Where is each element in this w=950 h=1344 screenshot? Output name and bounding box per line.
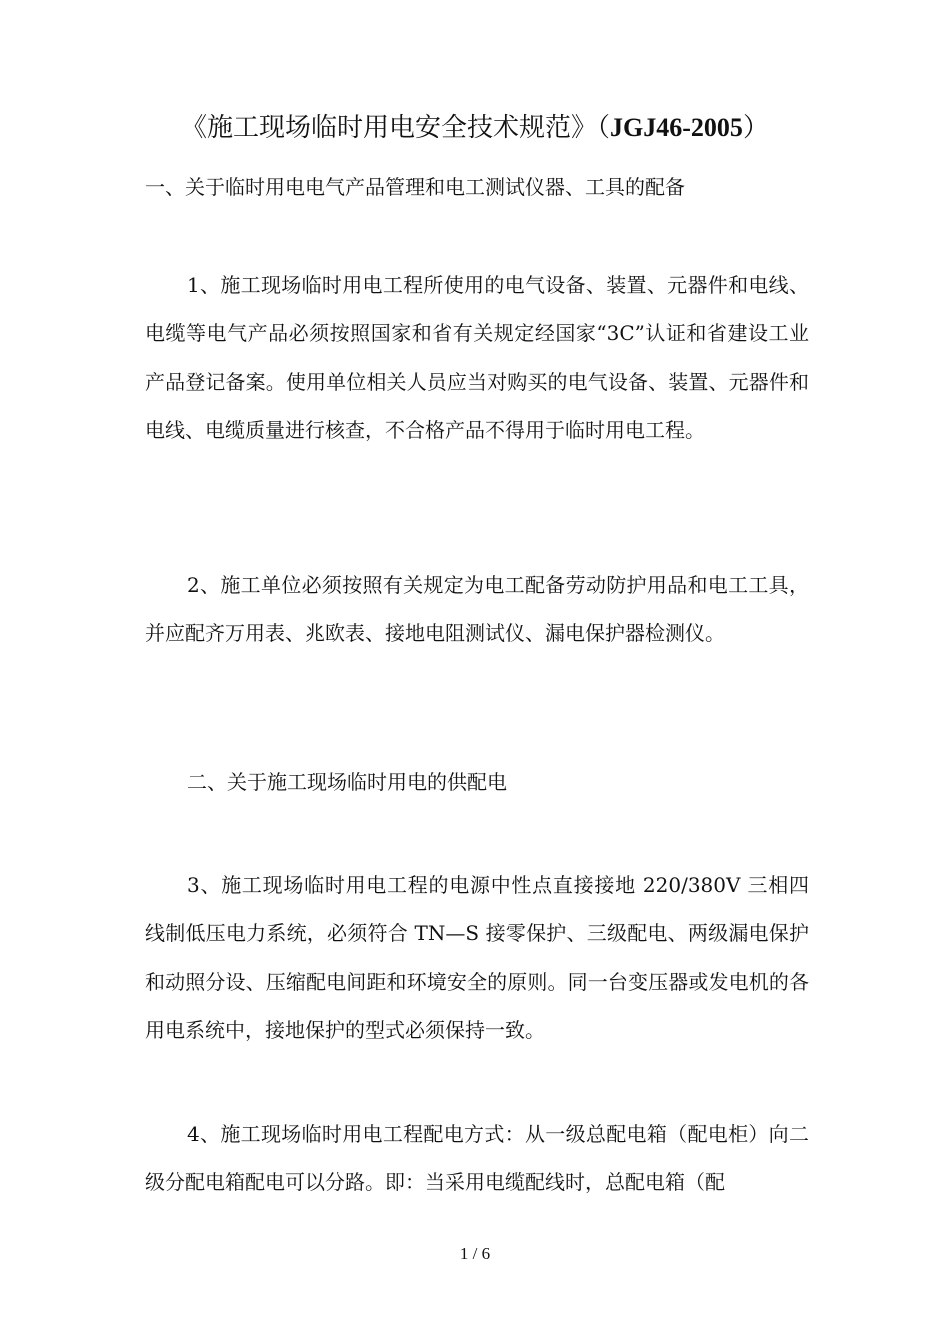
paragraph-3: 3、施工现场临时用电工程的电源中性点直接接地 220/380V 三相四线制低压电力系统，必须符合 TN—S 接零保护、三级配电、两级漏电保护和动照分设、压缩配电间距和环境安全的原则。同一台变压器或发电机的各用电系统中，接地保护的型式必须保持一致。 — [145, 873, 809, 1042]
section-heading-2: 二、关于施工现场临时用电的供配电 — [187, 770, 507, 794]
section-heading-1: 一、关于临时用电电气产品管理和电工测试仪器、工具的配备 — [145, 175, 685, 199]
title-main: 《施工现场临时用电安全技术规范》（ — [181, 113, 611, 143]
document-title — [0, 108, 950, 148]
paragraph-4: 4、施工现场临时用电工程配电方式：从一级总配电箱（配电柜）向二级分配电箱配电可以分路。即：当采用电缆配线时，总配电箱（配 — [145, 1122, 809, 1195]
paragraph-1: 1、施工现场临时用电工程所使用的电气设备、装置、元器件和电线、电缆等电气产品必须按照国家和省有关规定经国家“3C”认证和省建设工业产品登记备案。使用单位相关人员应当对购买的电气设备、装置、元器件和电线、电缆质量进行核查，不合格产品不得用于临时用电工程。 — [145, 273, 809, 442]
paragraph-2: 2、施工单位必须按照有关规定为电工配备劳动防护用品和电工工具，并应配齐万用表、兆欧表、接地电阻测试仪、漏电保护器检测仪。 — [145, 573, 809, 646]
title-close: ） — [742, 113, 769, 143]
page-number: 1 / 6 — [459, 1244, 491, 1263]
title-code: JGJ46-2005 — [610, 113, 743, 142]
